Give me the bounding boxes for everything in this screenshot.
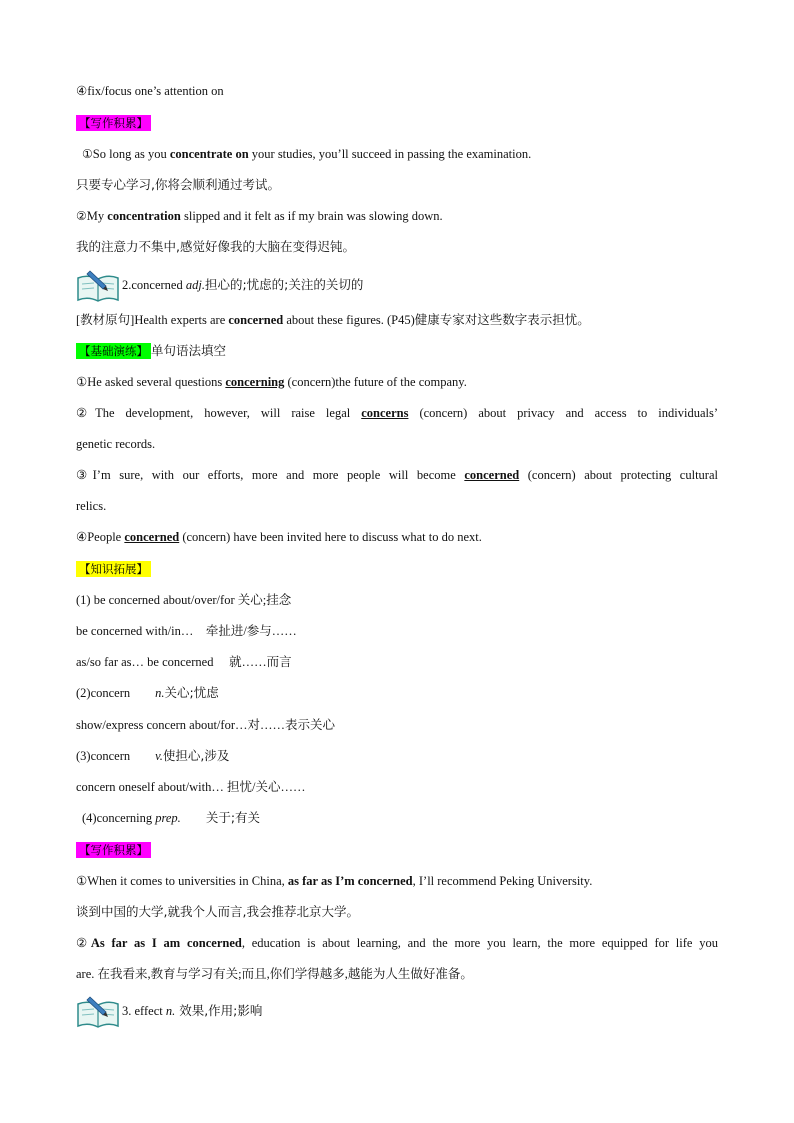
knowledge-item-7: concern oneself about/with… 担忧/关心…… [76, 780, 306, 794]
writing-example-3-translation: 谈到中国的大学,就我个人而言,我会推荐北京大学。 [76, 904, 359, 919]
heading-concerned: 2.concerned adj.担心的;忧虑的;关注的关切的 [76, 268, 363, 302]
knowledge-item-8: (4)concerning prep. 关于;有关 [82, 810, 261, 825]
answer-4: concerned [124, 530, 180, 544]
knowledge-tag-row [76, 560, 151, 578]
writing-tag-2-row [76, 841, 151, 859]
knowledge-item-2: be concerned with/in… 牵扯进/参与…… [76, 624, 297, 638]
knowledge-expansion-tag: 【知识拓展】 [76, 561, 151, 577]
writing-accumulation-tag: 【写作积累】 [76, 115, 151, 131]
exercise-2: ②The development, however, will raise legal concerns (concern) about privacy and access to individuals’ [76, 406, 718, 420]
knowledge-item-4: (2)concern n.关心;忧虑 [76, 685, 219, 700]
knowledge-item-3: as/so far as… be concerned 就……而言 [76, 655, 292, 669]
item-fix-focus-attention: ④fix/focus one’s attention on [76, 84, 224, 98]
exercise-3: ③I’m sure, with our efforts, more and more people will become concerned (concern) about protecting cultural [76, 468, 718, 482]
book-pencil-icon [76, 996, 120, 1028]
knowledge-item-6: (3)concern v.使担心,涉及 [76, 748, 230, 763]
writing-tag-1-row [76, 114, 151, 132]
knowledge-item-1: (1) be concerned about/over/for 关心;挂念 [76, 593, 292, 607]
textbook-source-sentence: [教材原句]Health experts are concerned about these figures. (P45)健康专家对这些数字表示担忧。 [76, 313, 590, 327]
exercise-1: ①He asked several questions concerning (concern)the future of the company. [76, 375, 467, 389]
writing-example-1-translation: 只要专心学习,你将会顺利通过考试。 [76, 177, 280, 192]
answer-3: concerned [464, 468, 520, 482]
answer-2: concerns [361, 406, 409, 420]
writing-example-1: ①So long as you concentrate on your studies, you’ll succeed in passing the examination. [82, 147, 532, 161]
exercise-3-continued: relics. [76, 499, 107, 513]
heading-effect: 3. effect n. 效果,作用;影响 [76, 994, 262, 1028]
book-pencil-icon [76, 270, 120, 302]
knowledge-item-5: show/express concern about/for…对……表示关心 [76, 718, 335, 732]
answer-1: concerning [225, 375, 285, 389]
writing-example-3: ①When it comes to universities in China, as far as I’m concerned, I’ll recommend Peking University. [76, 874, 593, 888]
writing-accumulation-tag-2: 【写作积累】 [76, 842, 151, 858]
basic-practice-header [76, 342, 226, 360]
writing-example-4: ②As far as I am concerned, education is about learning, and the more you learn, the more equipped for life you [76, 936, 718, 950]
exercise-2-continued: genetic records. [76, 437, 156, 451]
writing-example-2: ②My concentration slipped and it felt as if my brain was slowing down. [76, 209, 443, 223]
basic-practice-title: 单句语法填空 [151, 343, 227, 358]
basic-practice-tag: 【基础演练】 [76, 343, 151, 359]
writing-example-2-translation: 我的注意力不集中,感觉好像我的大脑在变得迟钝。 [76, 239, 355, 254]
exercise-4: ④People concerned (concern) have been invited here to discuss what to do next. [76, 530, 482, 544]
writing-example-4-continued: are. 在我看来,教育与学习有关;而且,你们学得越多,越能为人生做好准备。 [76, 967, 473, 981]
